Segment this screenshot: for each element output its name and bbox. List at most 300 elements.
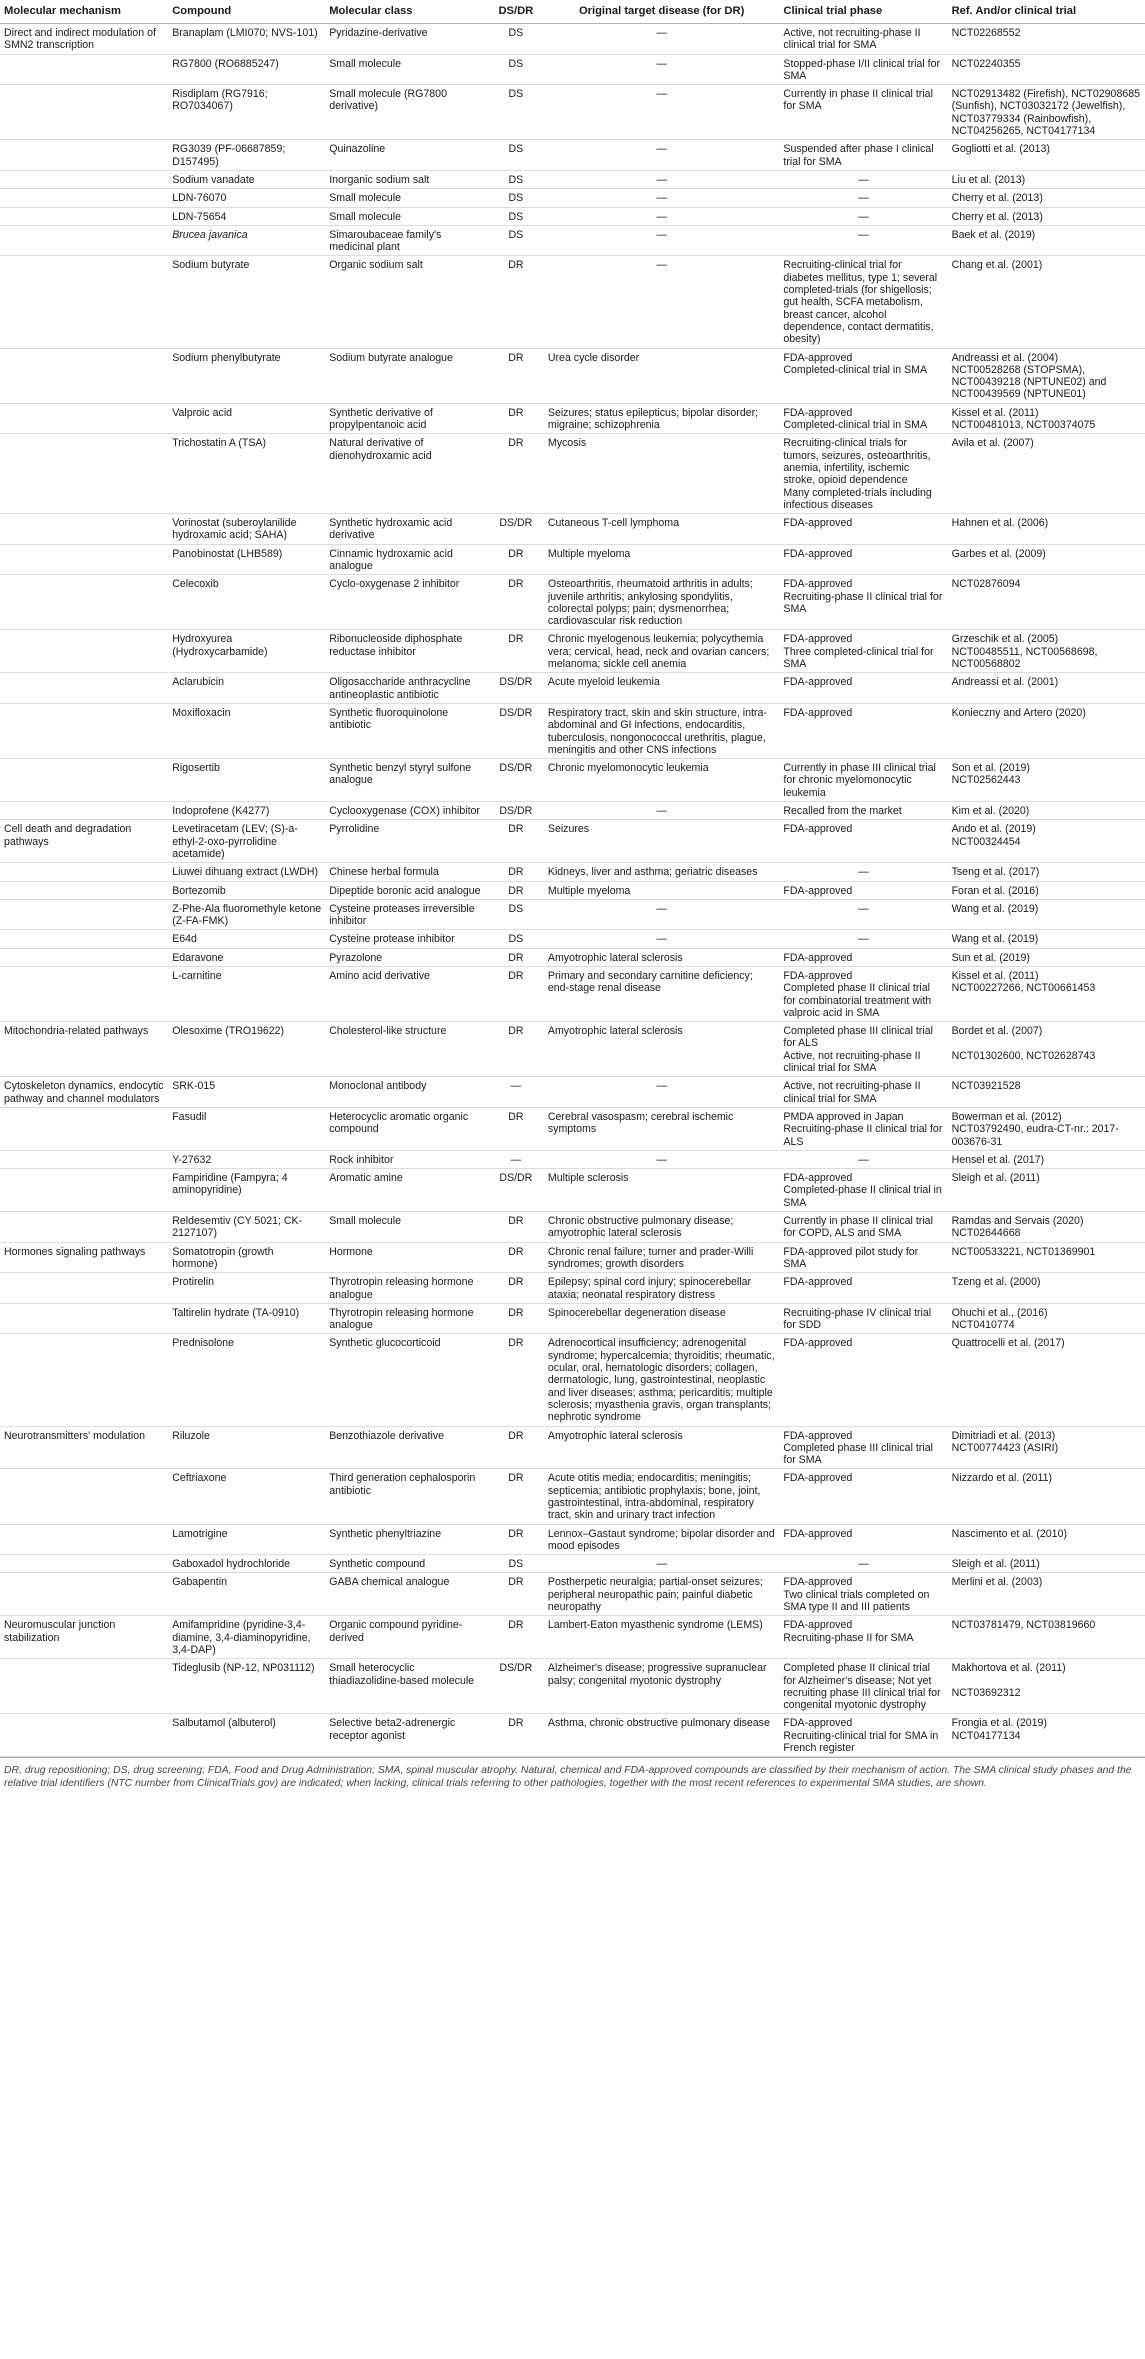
table-row: [0, 434, 1145, 514]
cell-ds-dr: DR: [488, 403, 544, 434]
cell-clinical-trial-phase: [779, 403, 947, 434]
cell-line: Ramdas and Servais (2020): [951, 1215, 1084, 1228]
cell-line: Ohuchi et al., (2016): [951, 1306, 1048, 1319]
cell-original-target-disease: Asthma, chronic obstructive pulmonary disease: [544, 1714, 780, 1757]
cell-clinical-trial-phase: FDA-approved: [779, 673, 947, 704]
table-row: [0, 1242, 1145, 1273]
cell-reference: Sun et al. (2019): [948, 948, 1145, 966]
cell-molecular-mechanism: [0, 673, 168, 704]
cell-compound: Fampiridine (Fampyra; 4 aminopyridine): [168, 1169, 325, 1212]
cell-reference: Merlini et al. (2003): [948, 1573, 1145, 1616]
cell-molecular-class: GABA chemical analogue: [325, 1573, 488, 1616]
cell-ds-dr: DS/DR: [488, 759, 544, 802]
cell-molecular-mechanism: [0, 54, 168, 85]
cell-original-target-disease: Acute otitis media; endocarditis; meningitis; septicemia; antibiotic prophylaxis; bone, joint, gastrointestinal, intra-abdominal, respiratory tract, skin and urinary tract infection: [544, 1469, 780, 1524]
table-row: [0, 170, 1145, 188]
cell-molecular-mechanism: [0, 759, 168, 802]
cell-molecular-mechanism: [0, 863, 168, 881]
cell-reference: [948, 1212, 1145, 1243]
cell-clinical-trial-phase: FDA-approved: [779, 820, 947, 863]
cell-molecular-class: Benzothiazole derivative: [325, 1426, 488, 1469]
cell-molecular-mechanism: [0, 703, 168, 758]
cell-reference: Tseng et al. (2017): [948, 863, 1145, 881]
header-clinical-trial-phase: Clinical trial phase: [779, 0, 947, 24]
table-row: [0, 703, 1145, 758]
cell-original-target-disease: Acute myeloid leukemia: [544, 673, 780, 704]
cell-molecular-class: Monoclonal antibody: [325, 1077, 488, 1108]
table-row: [0, 1524, 1145, 1555]
cell-original-target-disease: —: [544, 899, 780, 930]
cell-original-target-disease: Cerebral vasospasm; cerebral ischemic symptoms: [544, 1107, 780, 1150]
cell-reference: NCT03781479, NCT03819660: [948, 1616, 1145, 1659]
cell-clinical-trial-phase: Stopped-phase I/II clinical trial for SMA: [779, 54, 947, 85]
cell-original-target-disease: —: [544, 1077, 780, 1108]
cell-molecular-class: Pyrazolone: [325, 948, 488, 966]
cell-molecular-class: Pyrrolidine: [325, 820, 488, 863]
cell-molecular-mechanism: Hormones signaling pathways: [0, 1242, 168, 1273]
table-row: [0, 899, 1145, 930]
cell-reference: Gogliotti et al. (2013): [948, 140, 1145, 171]
cell-line: FDA-approved: [783, 1429, 853, 1442]
cell-compound: Fasudil: [168, 1107, 325, 1150]
cell-line: Bordet et al. (2007): [951, 1025, 1043, 1038]
cell-ds-dr: DS/DR: [488, 1659, 544, 1714]
cell-clinical-trial-phase: Currently in phase III clinical trial for chronic myelomonocytic leukemia: [779, 759, 947, 802]
cell-line: Completed phase III clinical trial for SMA: [783, 1441, 933, 1467]
table-row: [0, 348, 1145, 403]
cell-molecular-mechanism: [0, 1303, 168, 1334]
cell-line: NCT02644668: [951, 1227, 1021, 1240]
header-compound: Compound: [168, 0, 325, 24]
cell-ds-dr: DS: [488, 170, 544, 188]
cell-line: Completed-clinical trial in SMA: [783, 363, 928, 376]
cell-reference: NCT03921528: [948, 1077, 1145, 1108]
cell-molecular-class: Cysteine proteases irreversible inhibitor: [325, 899, 488, 930]
cell-clinical-trial-phase: [779, 1022, 947, 1077]
cell-clinical-trial-phase: [779, 575, 947, 630]
cell-compound: Sodium vanadate: [168, 170, 325, 188]
cell-molecular-class: Rock inhibitor: [325, 1150, 488, 1168]
cell-molecular-class: Small molecule: [325, 189, 488, 207]
cell-molecular-mechanism: [0, 1150, 168, 1168]
cell-clinical-trial-phase: Active, not recruiting-phase II clinical trial for SMA: [779, 1077, 947, 1108]
table-row: [0, 24, 1145, 55]
cell-compound: Salbutamol (albuterol): [168, 1714, 325, 1757]
cell-line: [952, 1675, 1141, 1687]
cell-molecular-class: Synthetic hydroxamic acid derivative: [325, 514, 488, 545]
cell-compound: Z-Phe-Ala fluoromethyle ketone (Z-FA-FMK): [168, 899, 325, 930]
cell-compound: Vorinostat (suberoylanilide hydroxamic acid; SAHA): [168, 514, 325, 545]
cell-line: Ando et al. (2019): [951, 823, 1036, 836]
cell-original-target-disease: —: [544, 189, 780, 207]
cell-molecular-mechanism: [0, 207, 168, 225]
table-row: [0, 1573, 1145, 1616]
cell-molecular-class: Small molecule: [325, 207, 488, 225]
cell-original-target-disease: Chronic myelomonocytic leukemia: [544, 759, 780, 802]
cell-compound: Olesoxime (TRO19622): [168, 1022, 325, 1077]
table-row: [0, 1303, 1145, 1334]
cell-line: Frongia et al. (2019): [951, 1717, 1047, 1730]
cell-line: Completed phase III clinical trial for ALS: [783, 1025, 933, 1050]
cell-molecular-class: Selective beta2-adrenergic receptor agonist: [325, 1714, 488, 1757]
cell-molecular-class: Small heterocyclic thiadiazolidine-based molecule: [325, 1659, 488, 1714]
cell-reference: NCT00533221, NCT01369901: [948, 1242, 1145, 1273]
cell-original-target-disease: —: [544, 256, 780, 348]
cell-line: NCT00774423 (ASIRI): [951, 1441, 1059, 1454]
cell-original-target-disease: Kidneys, liver and asthma; geriatric diseases: [544, 863, 780, 881]
cell-clinical-trial-phase: FDA-approved: [779, 881, 947, 899]
cell-line: NCT00528268 (STOPSMA), NCT00439218 (NPTUNE02) and NCT00439569 (NPTUNE01): [951, 363, 1107, 401]
cell-compound: Valproic acid: [168, 403, 325, 434]
cell-clinical-trial-phase: [779, 434, 947, 514]
cell-molecular-class: Inorganic sodium salt: [325, 170, 488, 188]
cell-molecular-class: Hormone: [325, 1242, 488, 1273]
cell-compound: SRK-015: [168, 1077, 325, 1108]
cell-molecular-mechanism: Direct and indirect modulation of SMN2 transcription: [0, 24, 168, 55]
table-row: [0, 881, 1145, 899]
cell-ds-dr: DR: [488, 544, 544, 575]
cell-original-target-disease: —: [544, 24, 780, 55]
cell-molecular-mechanism: [0, 948, 168, 966]
cell-compound: Taltirelin hydrate (TA-0910): [168, 1303, 325, 1334]
cell-clinical-trial-phase: —: [779, 899, 947, 930]
cell-original-target-disease: —: [544, 1150, 780, 1168]
cell-molecular-mechanism: [0, 881, 168, 899]
cell-reference: Sleigh et al. (2011): [948, 1555, 1145, 1573]
cell-reference: Cherry et al. (2013): [948, 189, 1145, 207]
cell-original-target-disease: Alzheimer's disease; progressive supranuclear palsy; congenital myotonic dystrophy: [544, 1659, 780, 1714]
cell-reference: [948, 630, 1145, 673]
cell-compound: Branaplam (LMI070; NVS-101): [168, 24, 325, 55]
header-molecular-class: Molecular class: [325, 0, 488, 24]
cell-clinical-trial-phase: [779, 1616, 947, 1659]
cell-ds-dr: DR: [488, 1573, 544, 1616]
cell-reference: Quattrocelli et al. (2017): [948, 1334, 1145, 1426]
cell-line: Two clinical trials completed on SMA type II and III patients: [783, 1588, 930, 1614]
cell-reference: NCT02876094: [948, 575, 1145, 630]
cell-compound: Trichostatin A (TSA): [168, 434, 325, 514]
cell-line: Completed-phase II clinical trial in SMA: [783, 1184, 942, 1209]
cell-original-target-disease: —: [544, 54, 780, 85]
cell-original-target-disease: —: [544, 930, 780, 948]
cell-line: PMDA approved in Japan: [783, 1110, 904, 1123]
cell-reference: [948, 967, 1145, 1022]
cell-line: NCT00481013, NCT00374075: [951, 419, 1096, 432]
table-row: [0, 1107, 1145, 1150]
cell-clinical-trial-phase: FDA-approved: [779, 514, 947, 545]
cell-molecular-class: Thyrotropin releasing hormone analogue: [325, 1273, 488, 1304]
cell-original-target-disease: Chronic obstructive pulmonary disease; amyotrophic lateral sclerosis: [544, 1212, 780, 1243]
table-body: [0, 24, 1145, 1757]
cell-clinical-trial-phase: FDA-approved: [779, 1469, 947, 1524]
cell-ds-dr: DR: [488, 948, 544, 966]
cell-molecular-mechanism: Neuromuscular junction stabilization: [0, 1616, 168, 1659]
cell-compound: Sodium phenylbutyrate: [168, 348, 325, 403]
cell-molecular-mechanism: [0, 189, 168, 207]
cell-ds-dr: DS: [488, 54, 544, 85]
cell-ds-dr: —: [488, 1150, 544, 1168]
cell-molecular-class: Quinazoline: [325, 140, 488, 171]
cell-molecular-mechanism: [0, 1169, 168, 1212]
cell-line: FDA-approved: [783, 1717, 853, 1730]
cell-ds-dr: DS: [488, 189, 544, 207]
cell-line: Completed-clinical trial in SMA: [783, 419, 928, 432]
cell-ds-dr: DR: [488, 256, 544, 348]
cell-line: Bowerman et al. (2012): [951, 1110, 1062, 1123]
cell-ds-dr: DR: [488, 1107, 544, 1150]
cell-molecular-mechanism: Cytoskeleton dynamics, endocytic pathway and channel modulators: [0, 1077, 168, 1108]
cell-molecular-mechanism: [0, 1212, 168, 1243]
cell-line: Recruiting-clinical trials for tumors, seizures, osteoarthritis, anemia, infertility, ischemic stroke, opioid dependence: [783, 437, 931, 487]
cell-compound: LDN-75654: [168, 207, 325, 225]
table-row: [0, 225, 1145, 256]
cell-reference: NCT02240355: [948, 54, 1145, 85]
cell-original-target-disease: Lennox–Gastaut syndrome; bipolar disorder and mood episodes: [544, 1524, 780, 1555]
cell-reference: Nascimento et al. (2010): [948, 1524, 1145, 1555]
cell-molecular-mechanism: [0, 1714, 168, 1757]
cell-molecular-mechanism: [0, 434, 168, 514]
cell-clinical-trial-phase: [779, 1169, 947, 1212]
cell-reference: NCT02268552: [948, 24, 1145, 55]
table-row: [0, 1334, 1145, 1426]
cell-clinical-trial-phase: [779, 348, 947, 403]
cell-molecular-class: Heterocyclic aromatic organic compound: [325, 1107, 488, 1150]
cell-original-target-disease: Amyotrophic lateral sclerosis: [544, 948, 780, 966]
cell-compound: Levetiracetam (LEV; (S)-a-ethyl-2-oxo-pyrrolidine acetamide): [168, 820, 325, 863]
cell-ds-dr: DS/DR: [488, 703, 544, 758]
cell-ds-dr: DS: [488, 1555, 544, 1573]
cell-molecular-mechanism: Mitochondria-related pathways: [0, 1022, 168, 1077]
cell-reference: Garbes et al. (2009): [948, 544, 1145, 575]
table-row: [0, 967, 1145, 1022]
cell-molecular-class: Cinnamic hydroxamic acid analogue: [325, 544, 488, 575]
cell-molecular-mechanism: [0, 930, 168, 948]
cell-molecular-mechanism: [0, 1107, 168, 1150]
cell-ds-dr: DS: [488, 140, 544, 171]
cell-molecular-class: Synthetic phenyltriazine: [325, 1524, 488, 1555]
cell-compound: Prednisolone: [168, 1334, 325, 1426]
cell-molecular-mechanism: Cell death and degradation pathways: [0, 820, 168, 863]
cell-ds-dr: DS/DR: [488, 1169, 544, 1212]
cell-molecular-class: Synthetic glucocorticoid: [325, 1334, 488, 1426]
table-row: [0, 1022, 1145, 1077]
table-row: [0, 948, 1145, 966]
cell-ds-dr: DR: [488, 1212, 544, 1243]
cell-line: NCT01302600, NCT02628743: [951, 1049, 1096, 1062]
cell-molecular-mechanism: [0, 225, 168, 256]
cell-molecular-mechanism: [0, 802, 168, 820]
cell-line: NCT00227266, NCT00661453: [951, 982, 1096, 995]
cell-original-target-disease: Multiple sclerosis: [544, 1169, 780, 1212]
cell-compound: Gabapentin: [168, 1573, 325, 1616]
cell-reference: Kim et al. (2020): [948, 802, 1145, 820]
cell-line: Recruiting-phase II clinical trial for ALS: [783, 1123, 943, 1148]
cell-clinical-trial-phase: Currently in phase II clinical trial for SMA: [779, 85, 947, 140]
cell-ds-dr: DR: [488, 434, 544, 514]
cell-original-target-disease: Chronic myelogenous leukemia; polycythemia vera; cervical, head, neck and ovarian cancers; melanoma; sickle cell anemia: [544, 630, 780, 673]
cell-compound: Brucea javanica: [168, 225, 325, 256]
table-row: [0, 514, 1145, 545]
cell-line: Active, not recruiting-phase II clinical trial for SMA: [783, 1049, 921, 1075]
cell-ds-dr: DS/DR: [488, 673, 544, 704]
cell-original-target-disease: Seizures: [544, 820, 780, 863]
cell-molecular-mechanism: [0, 1659, 168, 1714]
cell-clinical-trial-phase: [779, 1426, 947, 1469]
cell-reference: Chang et al. (2001): [948, 256, 1145, 348]
cell-original-target-disease: —: [544, 170, 780, 188]
table-row: [0, 673, 1145, 704]
cell-molecular-class: Organic compound pyridine-derived: [325, 1616, 488, 1659]
cell-reference: [948, 1303, 1145, 1334]
cell-line: FDA-approved: [783, 406, 853, 419]
cell-reference: Wang et al. (2019): [948, 899, 1145, 930]
cell-ds-dr: DR: [488, 881, 544, 899]
cell-molecular-class: Cyclooxygenase (COX) inhibitor: [325, 802, 488, 820]
cell-reference: Nizzardo et al. (2011): [948, 1469, 1145, 1524]
table-row: [0, 1616, 1145, 1659]
cell-ds-dr: —: [488, 1077, 544, 1108]
table-row: [0, 630, 1145, 673]
cell-compound: Y-27632: [168, 1150, 325, 1168]
cell-reference: Hensel et al. (2017): [948, 1150, 1145, 1168]
cell-line: Recruiting-phase II clinical trial for SMA: [783, 590, 943, 615]
cell-compound: E64d: [168, 930, 325, 948]
cell-reference: [948, 403, 1145, 434]
cell-line: Kissel et al. (2011): [951, 406, 1039, 419]
cell-compound: RG7800 (RO6885247): [168, 54, 325, 85]
cell-compound: Hydroxyurea (Hydroxycarbamide): [168, 630, 325, 673]
cell-line: FDA-approved: [783, 633, 853, 646]
cell-reference: Cherry et al. (2013): [948, 207, 1145, 225]
table-row: [0, 140, 1145, 171]
table-row: [0, 802, 1145, 820]
cell-ds-dr: DR: [488, 1242, 544, 1273]
cell-reference: [948, 1659, 1145, 1714]
cell-line: Dimitriadi et al. (2013): [951, 1429, 1056, 1442]
table-row: [0, 189, 1145, 207]
cell-ds-dr: DR: [488, 1524, 544, 1555]
table-row: [0, 1555, 1145, 1573]
cell-ds-dr: DR: [488, 820, 544, 863]
cell-reference: Baek et al. (2019): [948, 225, 1145, 256]
table-row: [0, 1659, 1145, 1714]
cell-original-target-disease: Urea cycle disorder: [544, 348, 780, 403]
cell-original-target-disease: Seizures; status epilepticus; bipolar disorder; migraine; schizophrenia: [544, 403, 780, 434]
cell-molecular-mechanism: [0, 1524, 168, 1555]
header-ds-dr: DS/DR: [488, 0, 544, 24]
cell-molecular-mechanism: [0, 575, 168, 630]
cell-clinical-trial-phase: [779, 630, 947, 673]
cell-original-target-disease: —: [544, 1555, 780, 1573]
cell-reference: [948, 1107, 1145, 1150]
cell-ds-dr: DR: [488, 967, 544, 1022]
cell-molecular-class: Thyrotropin releasing hormone analogue: [325, 1303, 488, 1334]
cell-clinical-trial-phase: FDA-approved: [779, 1524, 947, 1555]
cell-molecular-class: Pyridazine-derivative: [325, 24, 488, 55]
cell-compound: Lamotrigine: [168, 1524, 325, 1555]
cell-molecular-mechanism: [0, 967, 168, 1022]
cell-reference: [948, 759, 1145, 802]
cell-molecular-mechanism: [0, 140, 168, 171]
cell-reference: Foran et al. (2016): [948, 881, 1145, 899]
table-row: [0, 207, 1145, 225]
cell-clinical-trial-phase: FDA-approved: [779, 703, 947, 758]
table-row: [0, 1469, 1145, 1524]
cell-original-target-disease: Amyotrophic lateral sclerosis: [544, 1022, 780, 1077]
cell-molecular-mechanism: [0, 256, 168, 348]
cell-clinical-trial-phase: —: [779, 170, 947, 188]
cell-molecular-mechanism: [0, 348, 168, 403]
cell-molecular-class: Aromatic amine: [325, 1169, 488, 1212]
header-molecular-mechanism: Molecular mechanism: [0, 0, 168, 24]
cell-line: NCT0410774: [951, 1319, 1015, 1332]
cell-line: FDA-approved: [783, 1172, 853, 1185]
cell-original-target-disease: Amyotrophic lateral sclerosis: [544, 1426, 780, 1469]
cell-original-target-disease: Postherpetic neuralgia; partial-onset seizures; peripheral neuropathic pain; painful diabetic neuropathy: [544, 1573, 780, 1616]
cell-original-target-disease: Mycosis: [544, 434, 780, 514]
cell-ds-dr: DR: [488, 348, 544, 403]
cell-line: FDA-approved: [783, 970, 853, 982]
cell-reference: Liu et al. (2013): [948, 170, 1145, 188]
cell-clinical-trial-phase: —: [779, 207, 947, 225]
cell-compound: Edaravone: [168, 948, 325, 966]
cell-molecular-mechanism: [0, 170, 168, 188]
cell-clinical-trial-phase: Completed phase II clinical trial for Alzheimer's disease; Not yet recruiting phase III clinical trial for congenital myotonic dystrophy: [779, 1659, 947, 1714]
table-row: [0, 575, 1145, 630]
table-row: [0, 1273, 1145, 1304]
cell-molecular-class: Organic sodium salt: [325, 256, 488, 348]
cell-ds-dr: DR: [488, 1022, 544, 1077]
cell-original-target-disease: —: [544, 207, 780, 225]
cell-molecular-class: Small molecule (RG7800 derivative): [325, 85, 488, 140]
cell-compound: Riluzole: [168, 1426, 325, 1469]
cell-line: Recruiting-phase II for SMA: [783, 1631, 914, 1644]
cell-original-target-disease: Lambert-Eaton myasthenic syndrome (LEMS): [544, 1616, 780, 1659]
cell-molecular-class: Synthetic compound: [325, 1555, 488, 1573]
cell-molecular-class: Chinese herbal formula: [325, 863, 488, 881]
cell-line: FDA-approved: [783, 351, 853, 364]
cell-molecular-class: Cysteine protease inhibitor: [325, 930, 488, 948]
cell-line: NCT03792490, eudra-CT-nr.: 2017-003676-31: [951, 1123, 1119, 1148]
cell-clinical-trial-phase: Active, not recruiting-phase II clinical trial for SMA: [779, 24, 947, 55]
cell-original-target-disease: Cutaneous T-cell lymphoma: [544, 514, 780, 545]
cell-molecular-class: Synthetic benzyl styryl sulfone analogue: [325, 759, 488, 802]
table-row: [0, 863, 1145, 881]
cell-molecular-mechanism: [0, 1555, 168, 1573]
cell-reference: [948, 1714, 1145, 1757]
cell-ds-dr: DS: [488, 207, 544, 225]
cell-original-target-disease: Multiple myeloma: [544, 881, 780, 899]
cell-line: NCT03692312: [951, 1686, 1021, 1699]
cell-reference: [948, 820, 1145, 863]
cell-compound: L-carnitine: [168, 967, 325, 1022]
cell-original-target-disease: Spinocerebellar degeneration disease: [544, 1303, 780, 1334]
cell-molecular-class: Synthetic fluoroquinolone antibiotic: [325, 703, 488, 758]
table-row: [0, 1077, 1145, 1108]
cell-ds-dr: DR: [488, 1303, 544, 1334]
cell-compound: Rigosertib: [168, 759, 325, 802]
cell-original-target-disease: Multiple myeloma: [544, 544, 780, 575]
cell-molecular-class: Dipeptide boronic acid analogue: [325, 881, 488, 899]
cell-molecular-class: Third generation cephalosporin antibiotic: [325, 1469, 488, 1524]
cell-original-target-disease: —: [544, 225, 780, 256]
cell-compound: Risdiplam (RG7916; RO7034067): [168, 85, 325, 140]
cell-ds-dr: DS: [488, 899, 544, 930]
cell-clinical-trial-phase: —: [779, 1555, 947, 1573]
cell-compound: Bortezomib: [168, 881, 325, 899]
cell-molecular-class: Cholesterol-like structure: [325, 1022, 488, 1077]
cell-original-target-disease: —: [544, 802, 780, 820]
